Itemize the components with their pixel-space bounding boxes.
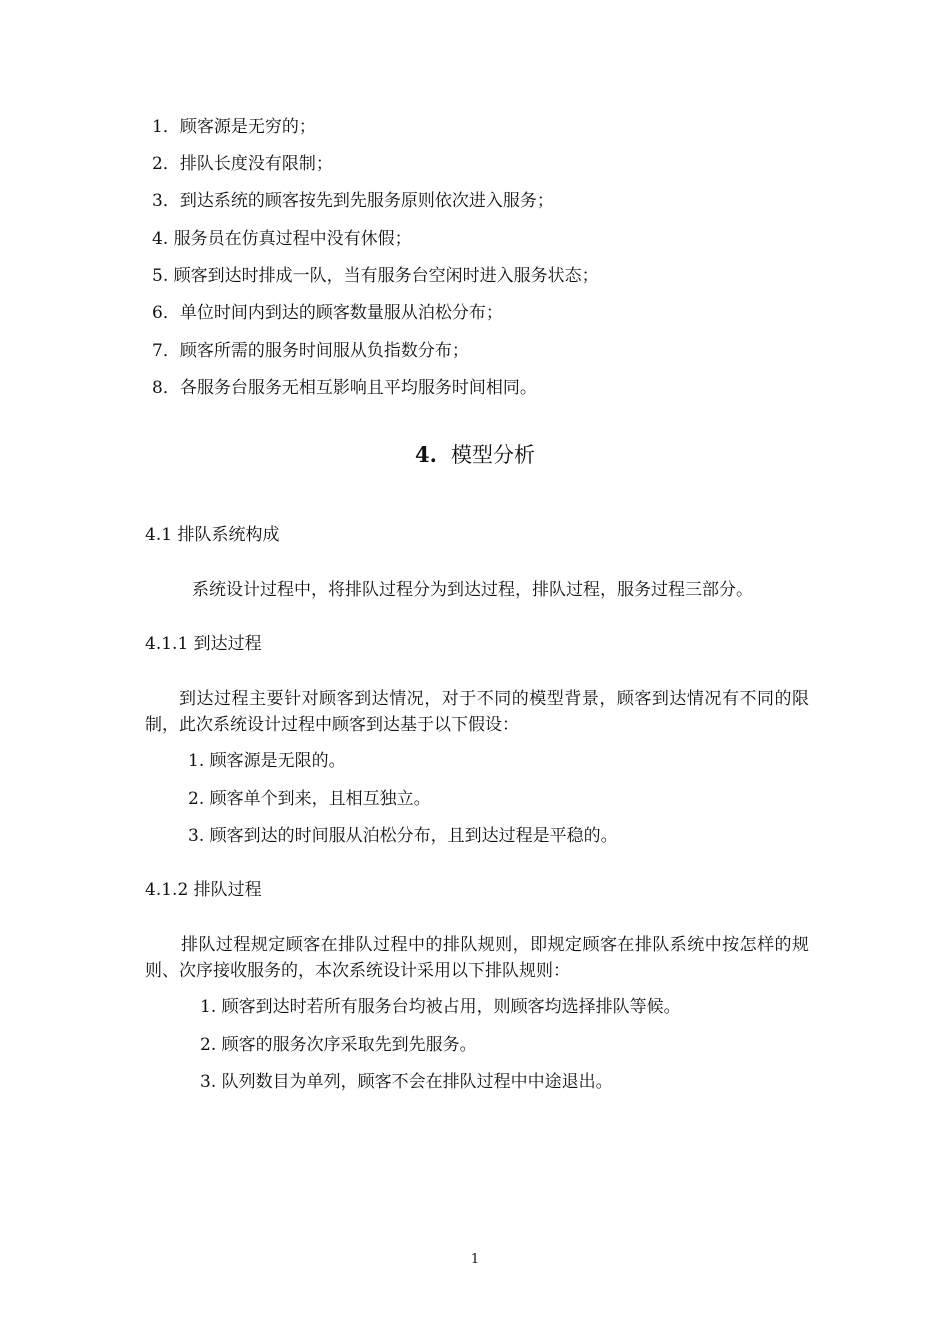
subsection-4-1-title: 4.1 排队系统构成 [145, 525, 280, 545]
assumption-item-6: 6．单位时间内到达的顾客数量服从泊松分布； [152, 303, 503, 323]
page-number: 1 [470, 1252, 480, 1267]
assumption-item-1: 1．顾客源是无穷的； [152, 117, 316, 137]
queue-item-1: 1. 顾客到达时若所有服务台均被占用，则顾客均选择排队等候。 [200, 997, 681, 1017]
subsection-4-1-text: 系统设计过程中，将排队过程分为到达过程，排队过程，服务过程三部分。 [192, 580, 753, 600]
section-title: 模型分析 [450, 443, 535, 467]
queue-item-2: 2. 顾客的服务次序采取先到先服务。 [200, 1035, 477, 1055]
subsection-4-1-1-paragraph: 到达过程主要针对顾客到达情况，对于不同的模型背景，顾客到达情况有不同的限制，此次系统设计过程中顾客到达基于以下假设： [145, 689, 809, 735]
arrival-item-3: 3. 顾客到达的时间服从泊松分布，且到达过程是平稳的。 [188, 826, 618, 846]
arrival-item-1: 1. 顾客源是无限的。 [188, 751, 346, 771]
assumption-item-5: 5. 顾客到达时排成一队，当有服务台空闲时进入服务状态； [152, 266, 599, 286]
section-heading [0, 442, 950, 468]
assumption-item-3: 3．到达系统的顾客按先到先服务原则依次进入服务； [152, 191, 554, 211]
assumption-item-4: 4. 服务员在仿真过程中没有休假； [152, 229, 412, 249]
assumption-item-8: 8．各服务台服务无相互影响且平均服务时间相同。 [152, 378, 537, 398]
queue-item-3: 3. 队列数目为单列，顾客不会在排队过程中中途退出。 [200, 1072, 613, 1092]
subsection-4-1-1-title: 4.1.1 到达过程 [145, 634, 262, 654]
assumption-item-7: 7．顾客所需的服务时间服从负指数分布； [152, 341, 469, 361]
section-number: 4. [415, 442, 437, 467]
subsection-4-1-2-title: 4.1.2 排队过程 [145, 880, 262, 900]
arrival-item-2: 2. 顾客单个到来，且相互独立。 [188, 789, 431, 809]
subsection-4-1-2-paragraph: 排队过程规定顾客在排队过程中的排队规则，即规定顾客在排队系统中按怎样的规则、次序接收服务的，本次系统设计采用以下排队规则： [145, 935, 809, 981]
assumption-item-2: 2．排队长度没有限制； [152, 154, 333, 174]
